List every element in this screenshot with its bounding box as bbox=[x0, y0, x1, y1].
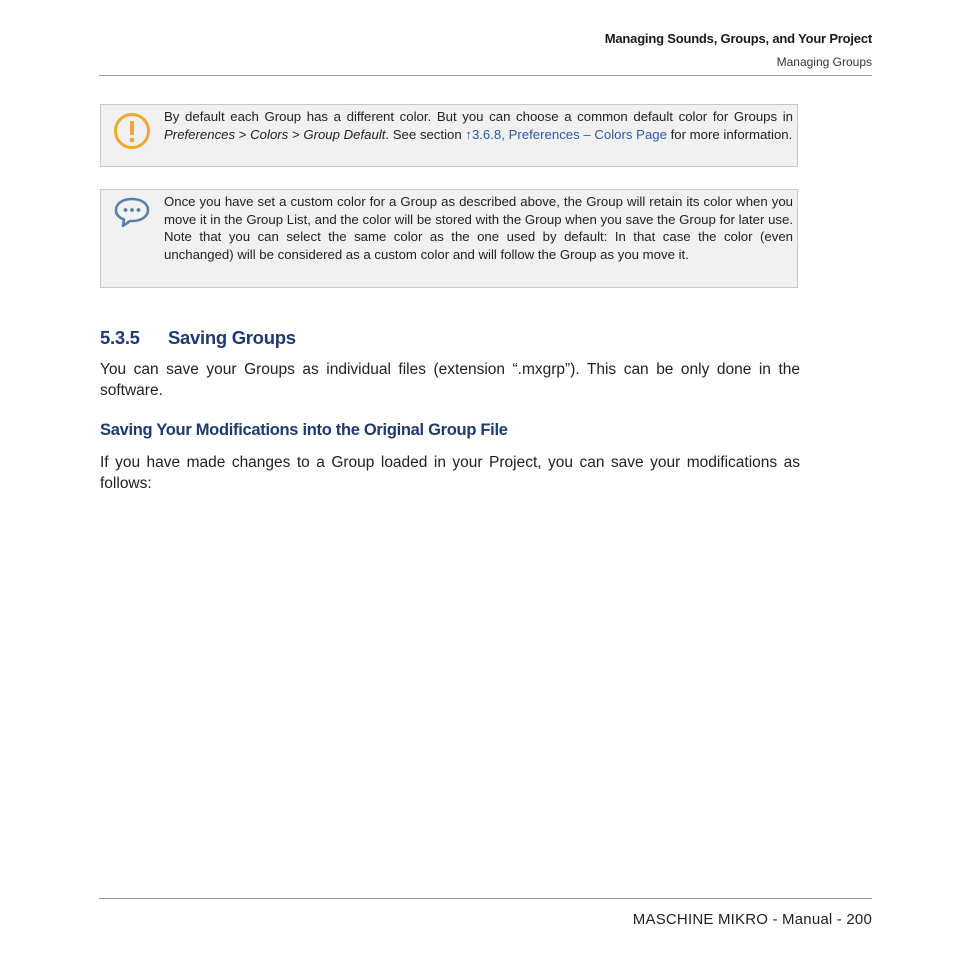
warning-line-1: By default each Group has a different color. But you can choose a common default color for Groups bbox=[164, 109, 778, 124]
exclamation-icon bbox=[113, 112, 151, 155]
warning-for-more: for more bbox=[670, 126, 720, 142]
menu-colors: Colors bbox=[250, 126, 289, 142]
menu-preferences: Preferences bbox=[164, 126, 236, 142]
menu-group-default: Group Default bbox=[303, 126, 386, 142]
section-number: 5.3.5 bbox=[100, 327, 140, 348]
section-intro-paragraph: You can save your Groups as individual files (extension “.mxgrp”). This can be only done in the software. bbox=[100, 361, 800, 399]
warning-note bbox=[100, 104, 798, 167]
header-section-title: Managing Groups bbox=[776, 55, 872, 69]
subsection-paragraph: If you have made changes to a Group loaded in your Project, you can save your modifications as follows: bbox=[100, 454, 800, 492]
header-chapter-title: Managing Sounds, Groups, and Your Project bbox=[604, 31, 872, 46]
page-footer: MASCHINE MIKRO - Manual - 200 bbox=[632, 911, 872, 928]
tip-note-text: Once you have set a custom color for a Group as described above, the Group will retain its color when you move it in the Group List, and the color will be stored with the Group when you save the Group for later use. Note that you can select the same color as the one used by default: In that case the color (even unchanged) will be considered as a custom color and will follow the Group as you move it. bbox=[164, 194, 793, 262]
path-separator: > bbox=[238, 126, 247, 142]
section-heading bbox=[100, 327, 296, 349]
warning-in: in bbox=[782, 109, 793, 124]
section-reference-link[interactable]: ↑3.6.8, bbox=[465, 126, 505, 142]
warning-information: information. bbox=[723, 126, 793, 142]
subsection-heading: Saving Your Modifications into the Original Group File bbox=[100, 421, 508, 439]
path-separator: > bbox=[291, 126, 300, 142]
tip-note bbox=[100, 189, 798, 288]
warning-note-text bbox=[164, 108, 793, 143]
warning-see-section: . See section bbox=[385, 126, 462, 142]
speech-bubble-icon bbox=[113, 196, 151, 235]
footer-rule bbox=[99, 898, 872, 899]
preferences-colors-page-link[interactable]: Preferences – Colors Page bbox=[508, 126, 667, 142]
header-rule bbox=[99, 75, 872, 76]
section-title: Saving Groups bbox=[168, 327, 296, 348]
